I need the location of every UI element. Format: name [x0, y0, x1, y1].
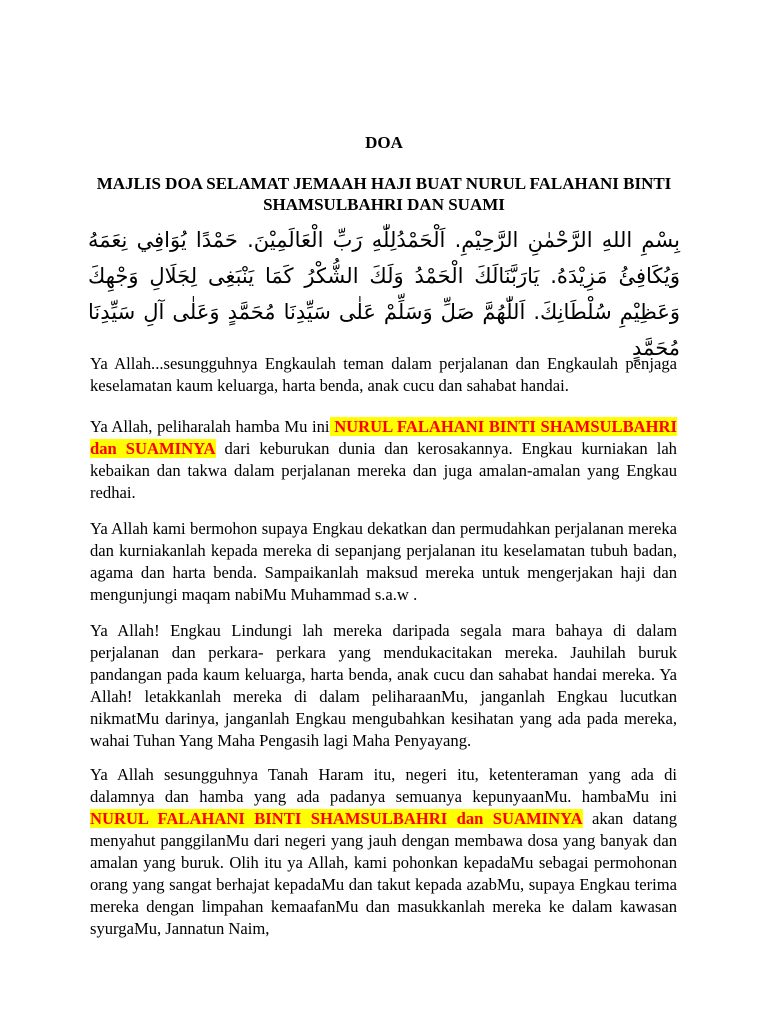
paragraph-5: [90, 764, 677, 940]
highlighted-name: NURUL FALAHANI BINTI SHAMSULBAHRI dan SUAMINYA: [90, 809, 583, 828]
paragraph-2-text-before: Ya Allah, peliharalah hamba Mu ini: [90, 417, 330, 436]
arabic-opening-prayer: بِسْمِ اللهِ الرَّحْمٰنِ الرَّحِيْمِ. اَلْحَمْدُلِلّٰهِ رَبِّ الْعَالَمِيْنَ. حَمْدًا يُوَافِي نِعَمَهُ وَيُكَافِئُ مَزِيْدَهُ. يَارَبَّنَالَكَ الْحَمْدُ وَلَكَ الشُّكْرُ كَمَا يَنْبَغِى لِجَلَالِ وَجْهِكَ وَعَظِيْمِ سُلْطَانِكَ. اَللّٰهُمَّ صَلِّ وَسَلِّمْ عَلٰى سَيِّدِنَا مُحَمَّدٍ وَعَلٰى آلِ سَيِّدِنَا مُحَمَّدٍ: [88, 228, 680, 360]
document-title: DOA: [365, 133, 403, 152]
paragraph-3: Ya Allah kami bermohon supaya Engkau dekatkan dan permudahkan perjalanan mereka dan kurniakanlah kepada mereka di sepanjang perjalanan itu keselamatan tubuh badan, agama dan harta benda. Sampaikanlah maksud mereka untuk mengerjakan haji dan mengunjungi maqam nabiMu Muhammad s.a.w .: [90, 519, 677, 604]
paragraph-2-text-after: dari keburukan dunia dan kerosakannya. Engkau kurniakan lah kebaikan dan takwa dalam perjalanan mereka dan juga amalan-amalan yang Engkau redhai.: [90, 439, 677, 502]
paragraph-2: [90, 416, 677, 504]
paragraph-5-text-after: akan datang menyahut panggilanMu dari negeri yang jauh dengan membawa dosa yang banyak dan amalan yang buruk. Olih itu ya Allah, kami pohonkan kepadaMu sebagai permohonan orang yang sangat berhajat kepadaMu dan takut kepada azabMu, supaya Engkau terima mereka dengan limpahan kemaafanMu dan masukkanlah mereka ke dalam kawasan syurgaMu, Jannatun Naim,: [90, 809, 677, 938]
document-subtitle: MAJLIS DOA SELAMAT JEMAAH HAJI BUAT NURUL FALAHANI BINTI SHAMSULBAHRI DAN SUAMI: [96, 174, 672, 214]
paragraph-4: Ya Allah! Engkau Lindungi lah mereka daripada segala mara bahaya di dalam perjalanan dan perkara- perkara yang mendukacitakan mereka. Jauhilah buruk pandangan pada kaum keluarga, harta benda, anak cucu dan sahabat handai mereka. Ya Allah! letakkanlah mereka di dalam peliharaanMu, janganlah Engkau lucutkan nikmatMu darinya, janganlah Engkau mengubahkan kesihatan yang ada pada mereka, wahai Tuhan Yang Maha Pengasih lagi Maha Penyayang.: [90, 621, 677, 750]
highlighted-name: NURUL FALAHANI BINTI SHAMSULBAHRI dan SUAMINYA: [90, 417, 677, 458]
paragraph-1: Ya Allah...sesungguhnya Engkaulah teman dalam perjalanan dan Engkaulah penjaga keselamatan kaum keluarga, harta benda, anak cucu dan sahabat handai.: [90, 354, 677, 395]
paragraph-5-text-before: Ya Allah sesungguhnya Tanah Haram itu, negeri itu, ketenteraman yang ada di dalamnya dan hamba yang ada padanya semuanya kepunyaanMu. hambaMu ini: [90, 765, 677, 806]
